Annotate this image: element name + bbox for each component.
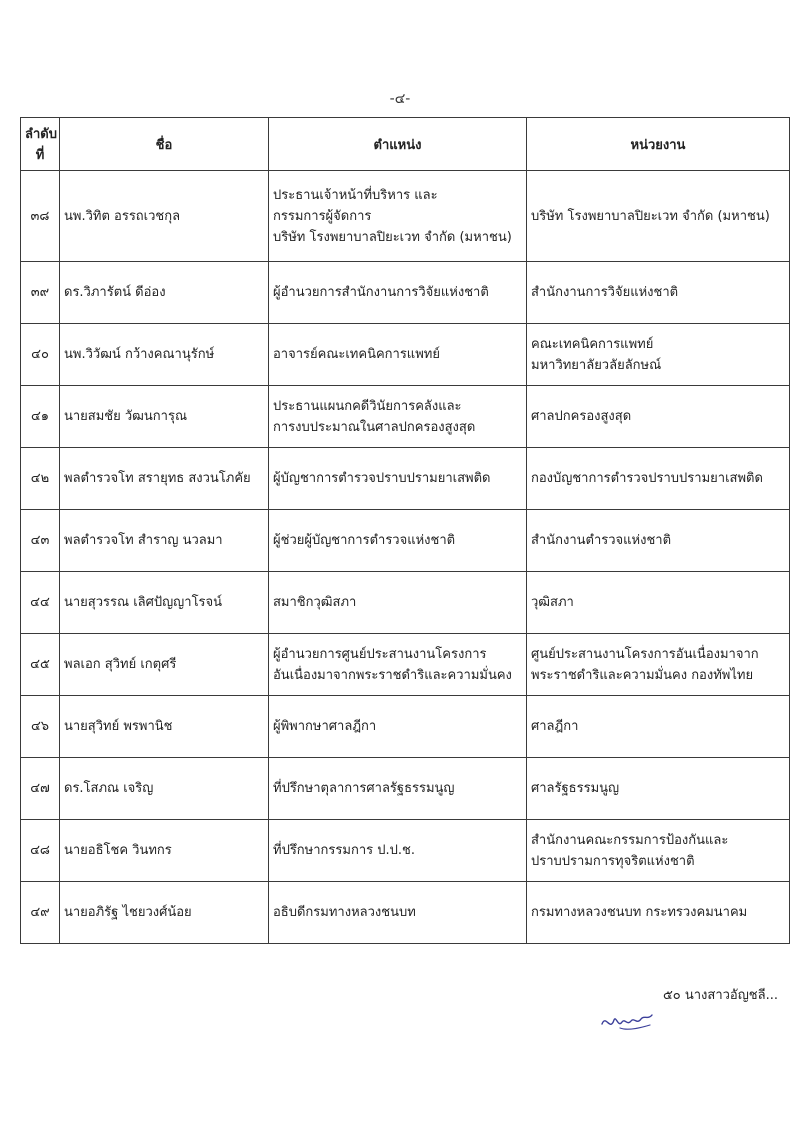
row-agency [527,386,790,448]
row-position [269,758,527,820]
row-position [269,448,527,510]
row-position [269,820,527,882]
row-position-line: กรรมการผู้จัดการ [273,208,372,224]
row-position-line: อาจารย์คณะเทคนิคการแพทย์ [273,347,440,362]
row-position-line: ผู้อำนวยการสำนักงานการวิจัยแห่งชาติ [273,285,489,300]
row-position [269,262,527,324]
row-position [269,882,527,944]
row-name: นพ.วิวัฒน์ กว้างคณานุรักษ์ [60,324,269,386]
table-row [21,448,790,510]
row-name: นายอภิรัฐ ไชยวงศ์น้อย [60,882,269,944]
row-agency-line: ศาลปกครองสูงสุด [531,409,632,424]
row-number: ๔๕ [21,634,60,696]
row-number: ๔๗ [21,758,60,820]
row-number: ๔๑ [21,386,60,448]
row-agency-line: ปราบปรามการทุจริตแห่งชาติ [531,853,695,869]
row-agency-line: คณะเทคนิคการแพทย์ [531,336,654,352]
row-name: ดร.วิภารัตน์ ดีอ่อง [60,262,269,324]
row-position-line: การงบประมาณในศาลปกครองสูงสุด [273,419,476,435]
header-order: ลำดับที่ [21,118,60,171]
row-position-line: บริษัท โรงพยาบาลปิยะเวท จำกัด (มหาชน) [273,229,512,245]
table-row [21,386,790,448]
row-agency-line: กองบัญชาการตำรวจปราบปรามยาเสพติด [531,471,763,486]
row-position-line: ผู้อำนวยการศูนย์ประสานงานโครงการ [273,646,487,662]
continuation-text: ๕๐ นางสาวอัญชลี... [662,988,778,1003]
header-name: ชื่อ [60,118,269,171]
row-agency [527,696,790,758]
row-position [269,634,527,696]
row-position [269,572,527,634]
row-name: นายสมชัย วัฒนการุณ [60,386,269,448]
row-agency [527,262,790,324]
row-agency [527,820,790,882]
row-number: ๔๘ [21,820,60,882]
row-name: นพ.วิทิต อรรถเวชกุล [60,171,269,262]
header-agency: หน่วยงาน [527,118,790,171]
table-header-row [21,118,790,171]
signature-mark [598,1006,658,1036]
row-agency-line: สำนักงานตำรวจแห่งชาติ [531,533,672,548]
row-agency [527,171,790,262]
row-position-line: ผู้พิพากษาศาลฎีกา [273,719,377,734]
header-position: ตำแหน่ง [269,118,527,171]
row-number: ๔๖ [21,696,60,758]
row-name: นายสุวิทย์ พรพานิช [60,696,269,758]
row-agency [527,634,790,696]
row-number: ๔๙ [21,882,60,944]
row-position [269,510,527,572]
table-row [21,820,790,882]
table-row [21,882,790,944]
row-position-line: ผู้บัญชาการตำรวจปราบปรามยาเสพติด [273,471,491,486]
row-position-line: อันเนื่องมาจากพระราชดำริและความมั่นคง [273,667,512,683]
row-agency-line: บริษัท โรงพยาบาลปิยะเวท จำกัด (มหาชน) [531,208,770,224]
row-number: ๔๓ [21,510,60,572]
row-agency-line: ศาลฎีกา [531,719,579,734]
row-name: พลตำรวจโท สรายุทธ สงวนโภคัย [60,448,269,510]
table-row [21,510,790,572]
row-agency-line: กรมทางหลวงชนบท กระทรวงคมนาคม [531,905,748,920]
table-row [21,262,790,324]
table-row [21,634,790,696]
row-agency-line: พระราชดำริและความมั่นคง กองทัพไทย [531,667,754,683]
row-position [269,324,527,386]
row-position [269,171,527,262]
table-row [21,171,790,262]
row-agency [527,448,790,510]
row-position-line: ที่ปรึกษาตุลาการศาลรัฐธรรมนูญ [273,781,455,796]
row-name: พลเอก สุวิทย์ เกตุศรี [60,634,269,696]
row-name: ดร.โสภณ เจริญ [60,758,269,820]
row-agency [527,882,790,944]
row-agency [527,510,790,572]
table-row [21,696,790,758]
row-agency-line: วุฒิสภา [531,595,574,610]
row-position-line: ประธานแผนกคดีวินัยการคลังและ [273,398,462,414]
row-agency [527,324,790,386]
row-position-line: สมาชิกวุฒิสภา [273,595,357,610]
row-position-line: ที่ปรึกษากรรมการ ป.ป.ช. [273,843,415,858]
row-position [269,696,527,758]
row-agency-line: มหาวิทยาลัยวลัยลักษณ์ [531,357,662,373]
table-row [21,572,790,634]
row-agency-line: สำนักงานคณะกรรมการป้องกันและ [531,832,729,848]
row-agency-line: สำนักงานการวิจัยแห่งชาติ [531,285,679,300]
row-agency-line: ศาลรัฐธรรมนูญ [531,781,620,796]
row-agency-line: ศูนย์ประสานงานโครงการอันเนื่องมาจาก [531,646,759,662]
row-number: ๔๔ [21,572,60,634]
page-number: -๔- [389,91,411,107]
row-name: พลตำรวจโท สำราญ นวลมา [60,510,269,572]
row-number: ๔๒ [21,448,60,510]
roster-table [20,117,790,944]
row-position [269,386,527,448]
row-name: นายอธิโชค วินทกร [60,820,269,882]
row-agency [527,572,790,634]
row-position-line: ประธานเจ้าหน้าที่บริหาร และ [273,187,438,203]
row-number: ๓๘ [21,171,60,262]
row-number: ๓๙ [21,262,60,324]
row-position-line: อธิบดีกรมทางหลวงชนบท [273,905,416,920]
row-number: ๔๐ [21,324,60,386]
row-agency [527,758,790,820]
row-name: นายสุวรรณ เลิศปัญญาโรจน์ [60,572,269,634]
table-row [21,324,790,386]
row-position-line: ผู้ช่วยผู้บัญชาการตำรวจแห่งชาติ [273,533,456,548]
table-row [21,758,790,820]
